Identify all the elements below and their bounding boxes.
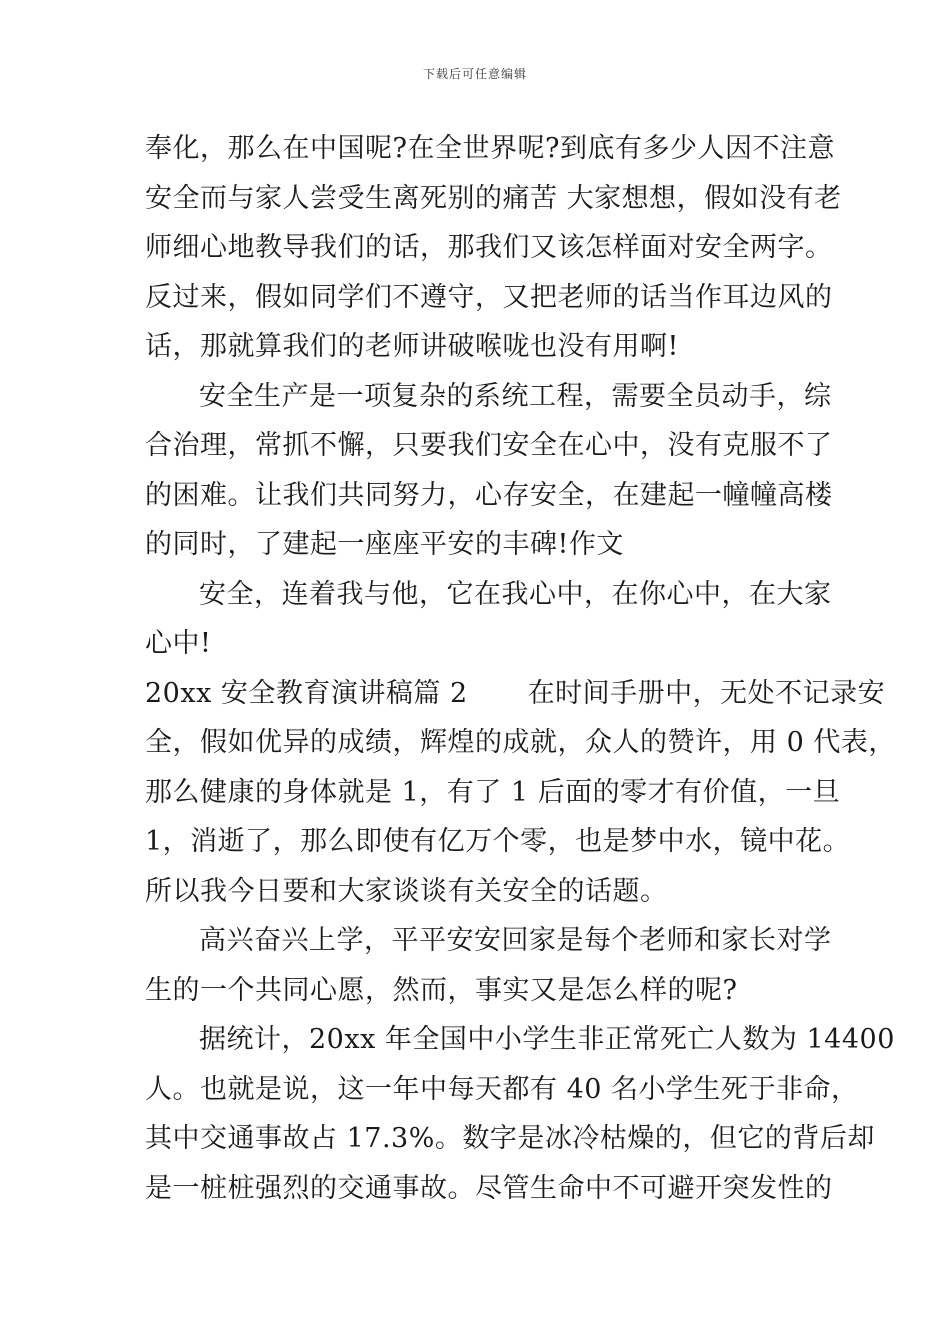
text-line: 其中交通事故占 17.3%。数字是冰冷枯燥的，但它的背后却 — [145, 1123, 875, 1154]
text-line: 的困难。让我们共同努力，心存安全，在建起一幢幢高楼 — [145, 479, 833, 511]
text-line: 那么健康的身体就是 1，有了 1 后面的零才有价值，一旦 — [145, 776, 841, 808]
text-line: 奉化，那么在中国呢?在全世界呢?到底有多少人因不注意 — [145, 133, 835, 164]
paragraph-start-line: 安全，连着我与他，它在我心中，在你心中，在大家 — [199, 578, 832, 610]
text-line: 全，假如优异的成绩，辉煌的成就，众人的赞许，用 0 代表， — [145, 727, 896, 758]
text-line: 1，消逝了，那么即使有亿万个零，也是梦中水，镜中花。 — [145, 826, 851, 857]
text-line: 话，那就算我们的老师讲破喉咙也没有用啊! — [145, 331, 679, 362]
text-line: 是一桩桩强烈的交通事故。尽管生命中不可避开突发性的 — [145, 1172, 833, 1204]
text-line: 合治理，常抓不懈，只要我们安全在心中，没有克服不了 — [145, 430, 833, 461]
text-line: 人。也就是说，这一年中每天都有 40 名小学生死于非命， — [145, 1073, 859, 1105]
text-line: 生的一个共同心愿，然而，事实又是怎么样的呢? — [145, 974, 738, 1006]
text-line: 安全而与家人尝受生离死别的痛苦 大家想想，假如没有老 — [145, 182, 842, 214]
document-body — [145, 124, 896, 1213]
paragraph-start-line: 据统计，20xx 年全国中小学生非正常死亡人数为 14400 — [199, 1024, 895, 1055]
paragraph-start-line: 安全生产是一项复杂的系统工程，需要全员动手，综 — [199, 380, 832, 412]
text-line: 心中! — [145, 628, 212, 659]
text-line: 反过来，假如同学们不遵守，又把老师的话当作耳边风的 — [145, 281, 833, 313]
text-line: 师细心地教导我们的话，那我们又该怎样面对安全两字。 — [145, 232, 833, 263]
page-header: 下载后可任意编辑 — [422, 67, 527, 81]
paragraph-start-line: 高兴奋兴上学，平平安安回家是每个老师和家长对学 — [199, 925, 832, 956]
text-line: 的同时，了建起一座座平安的丰碑!作文 — [145, 529, 624, 560]
text-line: 所以我今日要和大家谈谈有关安全的话题。 — [145, 875, 668, 907]
section-first-text: 在时间手册中，无处不记录安 — [527, 677, 886, 709]
section-heading: 20xx 安全教育演讲稿篇 2 — [145, 677, 468, 709]
section-heading-line — [145, 669, 886, 719]
